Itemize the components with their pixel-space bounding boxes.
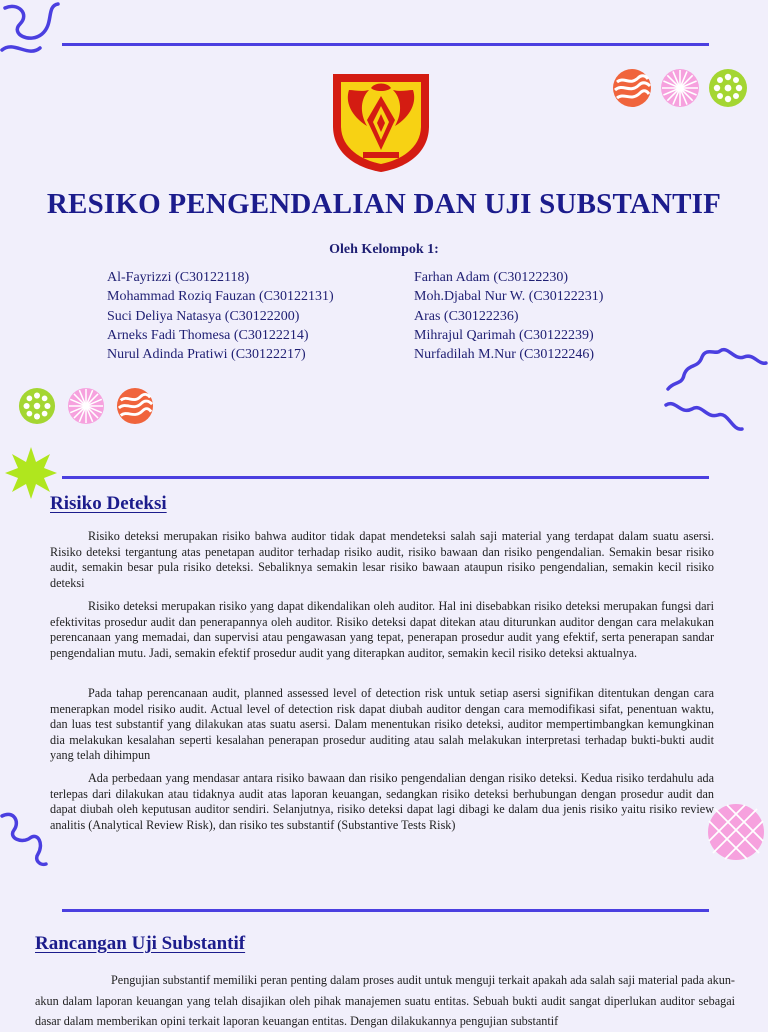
green-star-burst-icon — [4, 446, 58, 500]
member-name: Farhan Adam (C30122230) — [414, 270, 568, 285]
orange-swirl-candy-icon — [612, 68, 652, 108]
members-left-column — [107, 268, 334, 364]
paragraph: Pada tahap perencanaan audit, planned assessed level of detection risk untuk setiap asersi signifikan ditentukan dengan cara menerapkan model risiko audit. Actual level of detection risk dapat diubah auditor dengan cara memodifikasi sifat, penentuan waktu, dan luas test substantif yang dilakukan atas suatu asersi. Dalam menentukan risiko deteksi, auditor mempertimbangkan kemungkinan dia melakukan kesalahan seperti kesalahan penerapan prosedur auditing atau salah melakukan interpretasi terhadap bukti-bukti audit yang telah dihimpun — [50, 686, 714, 763]
squiggle-icon — [662, 345, 768, 435]
member-name: Moh.Djabal Nur W. (C30122231) — [414, 289, 604, 305]
section-rule — [62, 909, 709, 912]
squiggle-icon — [0, 0, 70, 70]
paragraph: Ada perbedaan yang mendasar antara risiko bawaan dan risiko pengendalian dengan risiko deteksi. Kedua risiko terdahulu ada terlepas dari dilakukan atau tidaknya audit atas laporan keuangan, sedangkan risiko deteksi berhubungan dengan prosedur audit dan dapat diubah oleh keputusan auditor sendiri. Selanjutnya, risiko deteksi dapat lagi dibagi ke dalam dua jenis risiko yaitu risiko review analitis (Analytical Review Risk), dan risiko tes substantif (Substantive Tests Risk) — [50, 771, 714, 832]
pink-check-candy-icon — [707, 803, 765, 861]
pink-star-candy-icon — [67, 387, 105, 425]
green-dot-candy-icon — [708, 68, 748, 108]
paragraph: Risiko deteksi merupakan risiko bahwa auditor tidak dapat mendeteksi salah saji material yang terdapat dalam suatu asersi. Risiko deteksi tergantung atas penetapan auditor terhadap risiko audit, risiko bawaan dan risiko pengendalian. Semakin besar risiko audit, semakin besar pula risiko deteksi. Sebaliknya semakin lesar risiko bawaan ataupun risiko pengendalian, semakin kecil risiko deteksi — [50, 529, 714, 590]
member-name: Arneks Fadi Thomesa (C30122214) — [107, 327, 309, 343]
document-title: RESIKO PENGENDALIAN DAN UJI SUBSTANTIF — [46, 188, 722, 220]
top-rule — [62, 43, 709, 46]
university-crest-icon — [327, 68, 435, 174]
member-name: Nurfadilah M.Nur (C30122246) — [414, 347, 595, 363]
paragraph: Risiko deteksi merupakan risiko yang dapat dikendalikan oleh auditor. Hal ini disebabkan risiko deteksi merupakan fungsi dari efektivitas prosedur audit dan penerapannya oleh auditor. Risiko deteksi dapat ditekan atau diturunkan auditor dengan cara melakukan perencanaan yang memadai, dan supervisi atau pengawasan yang tepat, penerapan prosedur audit yang efektif, serta penerapan sandar pengendalian mutu. Jadi, semakin efektif prosedur audit yang diterapkan auditor, semakin kecil risiko deteksi aktualnya. — [50, 599, 714, 660]
pink-star-candy-icon — [660, 68, 700, 108]
squiggle-icon — [0, 808, 48, 868]
orange-swirl-candy-icon — [116, 387, 154, 425]
member-name: Suci Deliya Natasya (C30122200) — [107, 308, 300, 324]
member-name: Nurul Adinda Pratiwi (C30122217) — [107, 347, 306, 363]
member-name: Al-Fayrizzi (C30122118) — [107, 270, 250, 285]
section-heading: Rancangan Uji Substantif — [35, 933, 246, 954]
members-right-column — [414, 268, 603, 364]
member-name: Mohammad Roziq Fauzan (C30122131) — [107, 289, 334, 305]
member-name: Mihrajul Qarimah (C30122239) — [414, 327, 594, 343]
section-heading: Risiko Deteksi — [50, 493, 167, 514]
green-dot-candy-icon — [18, 387, 56, 425]
group-byline: Oleh Kelompok 1: — [329, 242, 439, 257]
section-rule — [62, 476, 709, 479]
member-name: Aras (C30122236) — [414, 308, 519, 324]
paragraph: Pengujian substantif memiliki peran penting dalam proses audit untuk menguji terkait apakah ada salah saji material pada akun-akun dalam laporan keuangan yang telah disajikan oleh pihak manajemen suatu entitas. Sebuah bukti audit sangat diperlukan auditor sebagai dasar dalam memberikan opini terkait laporan keuangan entitas. Dengan dilakukannya pengujian substantif — [35, 973, 735, 1028]
